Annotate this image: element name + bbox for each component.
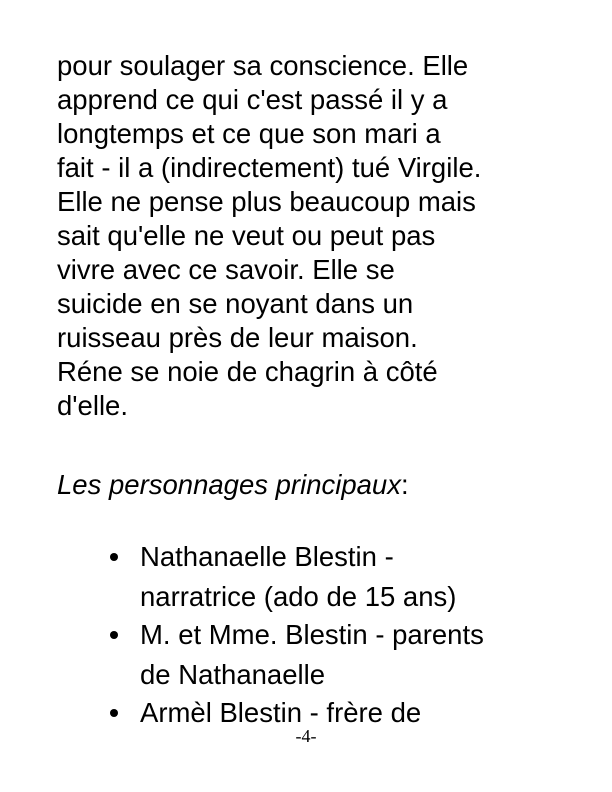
bullet-icon xyxy=(110,631,118,639)
paragraph-line: apprend ce qui c'est passé il y a xyxy=(57,84,448,115)
bullet-icon xyxy=(110,553,118,561)
paragraph-line: pour soulager sa conscience. Elle xyxy=(57,50,469,81)
character-list xyxy=(0,537,612,731)
paragraph-line: fait - il a (indirectement) tué Virgile. xyxy=(57,152,482,183)
list-item xyxy=(0,615,612,695)
paragraph-line: Réne se noie de chagrin à côté xyxy=(57,356,438,387)
paragraph-line: longtemps et ce que son mari a xyxy=(57,118,441,149)
paragraph-line: vivre avec ce savoir. Elle se xyxy=(57,254,395,285)
bullet-icon xyxy=(110,709,118,717)
section-heading xyxy=(57,468,409,502)
paragraph-line: sait qu'elle ne veut ou peut pas xyxy=(57,220,436,251)
character-line: de Nathanaelle xyxy=(140,659,326,690)
character-line: Armèl Blestin - frère de xyxy=(140,697,422,728)
paragraph-line: ruisseau près de leur maison. xyxy=(57,322,418,353)
section-heading-title: Les personnages principaux xyxy=(57,469,401,500)
paragraph-line: Elle ne pense plus beaucoup mais xyxy=(57,186,476,217)
character-line: narratrice (ado de 15 ans) xyxy=(140,581,457,612)
character-line: Nathanaelle Blestin - xyxy=(140,541,394,572)
list-item xyxy=(0,537,612,617)
paragraph-line: d'elle. xyxy=(57,390,128,421)
character-line: M. et Mme. Blestin - parents xyxy=(140,619,484,650)
section-heading-colon: : xyxy=(400,469,409,500)
paragraph-line: suicide en se noyant dans un xyxy=(57,288,414,319)
summary-paragraph xyxy=(57,49,577,423)
page-number: -4- xyxy=(295,726,317,746)
